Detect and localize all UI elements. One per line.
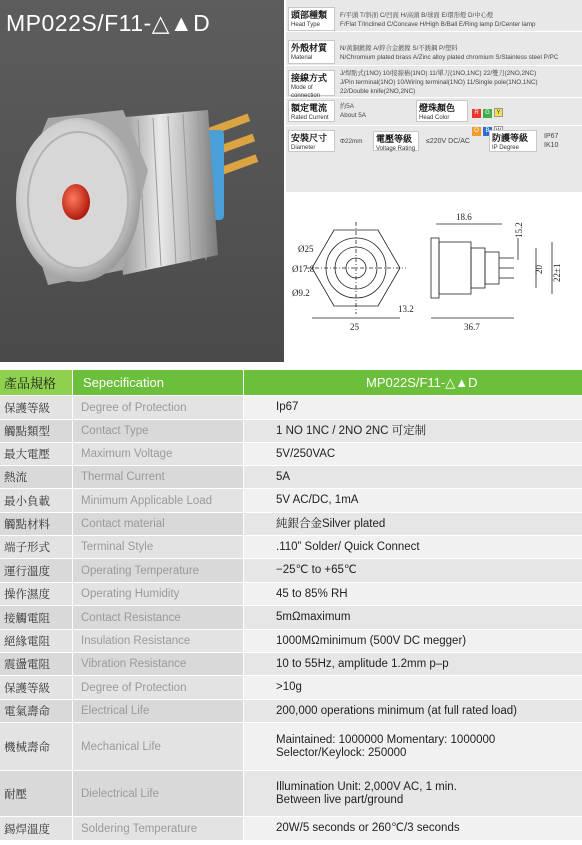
- connection-label-en: Mode of connection: [291, 85, 321, 99]
- head-color-label-cn: 燈珠顏色: [419, 103, 456, 113]
- table-row: [0, 606, 582, 630]
- connection-text: [340, 69, 538, 96]
- row-label-en: Minimum Applicable Load: [73, 489, 243, 512]
- dim-36-7: 36.7: [464, 322, 480, 332]
- connection-label: [288, 70, 335, 99]
- row-label-en: Contact Type: [73, 420, 243, 442]
- row-label-en: Mechanical Life: [73, 723, 243, 770]
- row-value: 20W/5 seconds or 260℃/3 seconds: [244, 817, 582, 840]
- row-value: 1 NO 1NC / 2NO 2NC 可定制: [244, 420, 582, 442]
- diameter-row: [286, 128, 582, 156]
- dim-18-6: 18.6: [456, 212, 472, 222]
- rated-current-text-cn: 約5A: [340, 103, 354, 110]
- row-label-en: Soldering Temperature: [73, 817, 243, 840]
- table-row: [0, 443, 582, 466]
- head-type-text-en: F/Flat T/Inclined C/Concave H/High B/Ball E/Ring lamp D/Center lamp: [340, 21, 536, 28]
- row-value: 200,000 operations minimum (at full rated load): [244, 700, 582, 722]
- connection-text-en: J/Pin terminal(1NO) 10/Wiring terminal(1NO) 11/Single pole(1NO,1NC): [340, 79, 538, 86]
- row-label-en: Degree of Protection: [73, 676, 243, 699]
- row-label-en: Thermal Current: [73, 466, 243, 488]
- dim-20: 20: [534, 265, 544, 274]
- row-label-cn: 保護等級: [0, 676, 72, 699]
- row-label-en: Contact material: [73, 513, 243, 535]
- row-label-cn: 絕緣電阻: [0, 630, 72, 652]
- row-label-cn: 觸點類型: [0, 420, 72, 442]
- rated-current-label: [288, 100, 335, 122]
- dim-13-2: 13.2: [398, 304, 414, 314]
- row-value: [244, 723, 582, 770]
- row-value: 10 to 55Hz, amplitude 1.2mm p–p: [244, 653, 582, 675]
- table-row: [0, 559, 582, 583]
- ip-degree-text: [544, 132, 558, 150]
- rated-current-text: [340, 102, 366, 120]
- voltage-rating-label: [373, 131, 419, 151]
- row-label-cn: 操作濕度: [0, 583, 72, 605]
- options-grid: [286, 0, 582, 192]
- row-label-cn: 最大電壓: [0, 443, 72, 465]
- table-row: [0, 583, 582, 606]
- row-label-en: Contact Resistance: [73, 606, 243, 629]
- row-label-cn: 接觸電阻: [0, 606, 72, 629]
- table-row: [0, 420, 582, 443]
- head-type-label: [288, 7, 335, 31]
- row-value-line-2: Between live part/ground: [276, 793, 404, 806]
- head-color-label-en: Head Color: [419, 115, 450, 121]
- row-label-cn: 震盪電阻: [0, 653, 72, 675]
- row-value: >10g: [244, 676, 582, 699]
- row-label-en: Vibration Resistance: [73, 653, 243, 675]
- color-chip-o: O: [472, 127, 481, 136]
- table-row: [0, 489, 582, 513]
- table-row: [0, 396, 582, 420]
- table-row: [0, 817, 582, 841]
- color-chip-b: B: [483, 127, 492, 136]
- dim-d17-8: Ø17.8: [292, 264, 315, 274]
- table-row: [0, 700, 582, 723]
- color-chip-g: G: [483, 109, 492, 118]
- table-row: [0, 466, 582, 489]
- head-type-text: [340, 11, 536, 29]
- material-text-cn: N/黃銅鍍鎳 A/鋅合金鍍鎳 S/不銹鋼 P/塑料: [340, 45, 458, 52]
- dim-22-1: 22±1: [552, 263, 562, 282]
- material-text-en: N/Chromium plated brass A/Zinc alloy plated chromium S/Stainless steel P/PC: [340, 54, 559, 61]
- table-header-model: MP022S/F11-△▲D: [244, 370, 582, 395]
- row-label-cn: 電氣壽命: [0, 700, 72, 722]
- voltage-rating-text: ≤220V DC/AC: [426, 138, 470, 145]
- row-value: .110” Solder/ Quick Connect: [244, 536, 582, 558]
- row-value: Ip67: [244, 396, 582, 419]
- row-label-cn: 熱流: [0, 466, 72, 488]
- row-label-en: Operating Temperature: [73, 559, 243, 582]
- row-value-line-1: Illumination Unit: 2,000V AC, 1 min.: [276, 780, 457, 793]
- head-type-label-en: Head Type: [291, 22, 320, 28]
- row-label-cn: 運行溫度: [0, 559, 72, 582]
- row-value: −25℃ to +65℃: [244, 559, 582, 582]
- table-row: [0, 653, 582, 676]
- material-text: [340, 44, 558, 62]
- row-value: 1000MΩminimum (500V DC megger): [244, 630, 582, 652]
- ip-degree-text-ip: IP67: [544, 133, 559, 140]
- material-label: [288, 40, 335, 64]
- table-row: [0, 536, 582, 559]
- row-label-cn: 機械壽命: [0, 723, 72, 770]
- row-value: 純銀合金Silver plated: [244, 513, 582, 535]
- dimension-drawing: [286, 200, 582, 340]
- diameter-label-cn: 安裝尺寸: [291, 133, 328, 143]
- dim-d25: Ø25: [298, 244, 314, 254]
- row-value-line-2: Selector/Keylock: 250000: [276, 746, 407, 759]
- row-value: 5A: [244, 466, 582, 488]
- head-type-row: [286, 0, 582, 32]
- product-photo-panel: [0, 0, 284, 362]
- table-header-en: Sepecification: [73, 370, 243, 395]
- connection-text-cn: J/焊點式(1NO) 10/接線樁(1NO) 11/單刀(1NO,1NC) 22/雙刀(2NO,2NC): [340, 70, 537, 77]
- ip-degree-label-cn: 防護等級: [492, 133, 529, 143]
- dim-d9-2: Ø9.2: [292, 288, 310, 298]
- row-label-cn: 耐壓: [0, 771, 72, 816]
- voltage-rating-label-cn: 電壓等級: [376, 134, 413, 144]
- row-label-cn: 錫焊溫度: [0, 817, 72, 840]
- dim-25: 25: [350, 322, 359, 332]
- diameter-label-en: Diameter: [291, 145, 316, 151]
- row-label-cn: 端子形式: [0, 536, 72, 558]
- ip-degree-label: [489, 130, 537, 152]
- voltage-rating-label-en: Voltage Rating: [376, 146, 416, 152]
- dim-15-2: 15.2: [514, 222, 524, 238]
- ip-degree-text-ik: IK10: [544, 142, 559, 149]
- table-row: [0, 630, 582, 653]
- row-label-en: Insulation Resistance: [73, 630, 243, 652]
- table-row: [0, 723, 582, 771]
- current-color-row: [286, 98, 582, 134]
- row-value: 5mΩmaximum: [244, 606, 582, 629]
- row-label-en: Electrical Life: [73, 700, 243, 722]
- row-value: 5V/250VAC: [244, 443, 582, 465]
- table-row: [0, 676, 582, 700]
- row-value: [244, 771, 582, 816]
- row-value: 45 to 85% RH: [244, 583, 582, 605]
- table-row: [0, 513, 582, 536]
- ip-degree-label-en: IP Degree: [492, 145, 519, 151]
- rated-current-label-en: Rated Current: [291, 115, 329, 121]
- diameter-label: [288, 130, 335, 152]
- table-header-row: [0, 370, 582, 396]
- head-type-label-cn: 頭部種類: [291, 10, 328, 20]
- connection-row: [286, 68, 582, 98]
- connection-label-cn: 接線方式: [291, 73, 328, 83]
- head-type-text-cn: F/平頭 T/斜面 C/凹面 H/高頭 B/球面 E/環形燈 D/中心燈: [340, 12, 494, 19]
- color-chip-r: R: [472, 109, 481, 118]
- row-label-cn: 觸點材料: [0, 513, 72, 535]
- row-label-cn: 最小負載: [0, 489, 72, 512]
- connection-text-en-2: 22/Double knife(2NO,2NC): [340, 88, 416, 95]
- diameter-text: Φ22mm: [340, 138, 363, 145]
- material-row: [286, 36, 582, 66]
- model-title: MP022S/F11-△▲D: [6, 10, 211, 36]
- color-chip-y: Y: [494, 108, 503, 117]
- row-label-en: Dielectrical Life: [73, 771, 243, 816]
- row-label-cn: 保護等級: [0, 396, 72, 419]
- material-label-cn: 外殼材質: [291, 43, 328, 53]
- table-row: [0, 771, 582, 817]
- row-value: 5V AC/DC, 1mA: [244, 489, 582, 512]
- rated-current-label-cn: 額定電流: [291, 103, 328, 113]
- push-button-switch-image: [8, 70, 278, 320]
- material-label-en: Material: [291, 55, 313, 61]
- row-label-en: Terminal Style: [73, 536, 243, 558]
- table-header-cn: 產品規格: [0, 370, 72, 395]
- product-header-section: [0, 0, 582, 366]
- head-color-label: [416, 100, 468, 122]
- rated-current-text-en: About 5A: [340, 112, 366, 119]
- row-label-en: Maximum Voltage: [73, 443, 243, 465]
- row-label-en: Operating Humidity: [73, 583, 243, 605]
- row-value-line-1: Maintained: 1000000 Momentary: 1000000: [276, 733, 496, 746]
- row-label-en: Degree of Protection: [73, 396, 243, 419]
